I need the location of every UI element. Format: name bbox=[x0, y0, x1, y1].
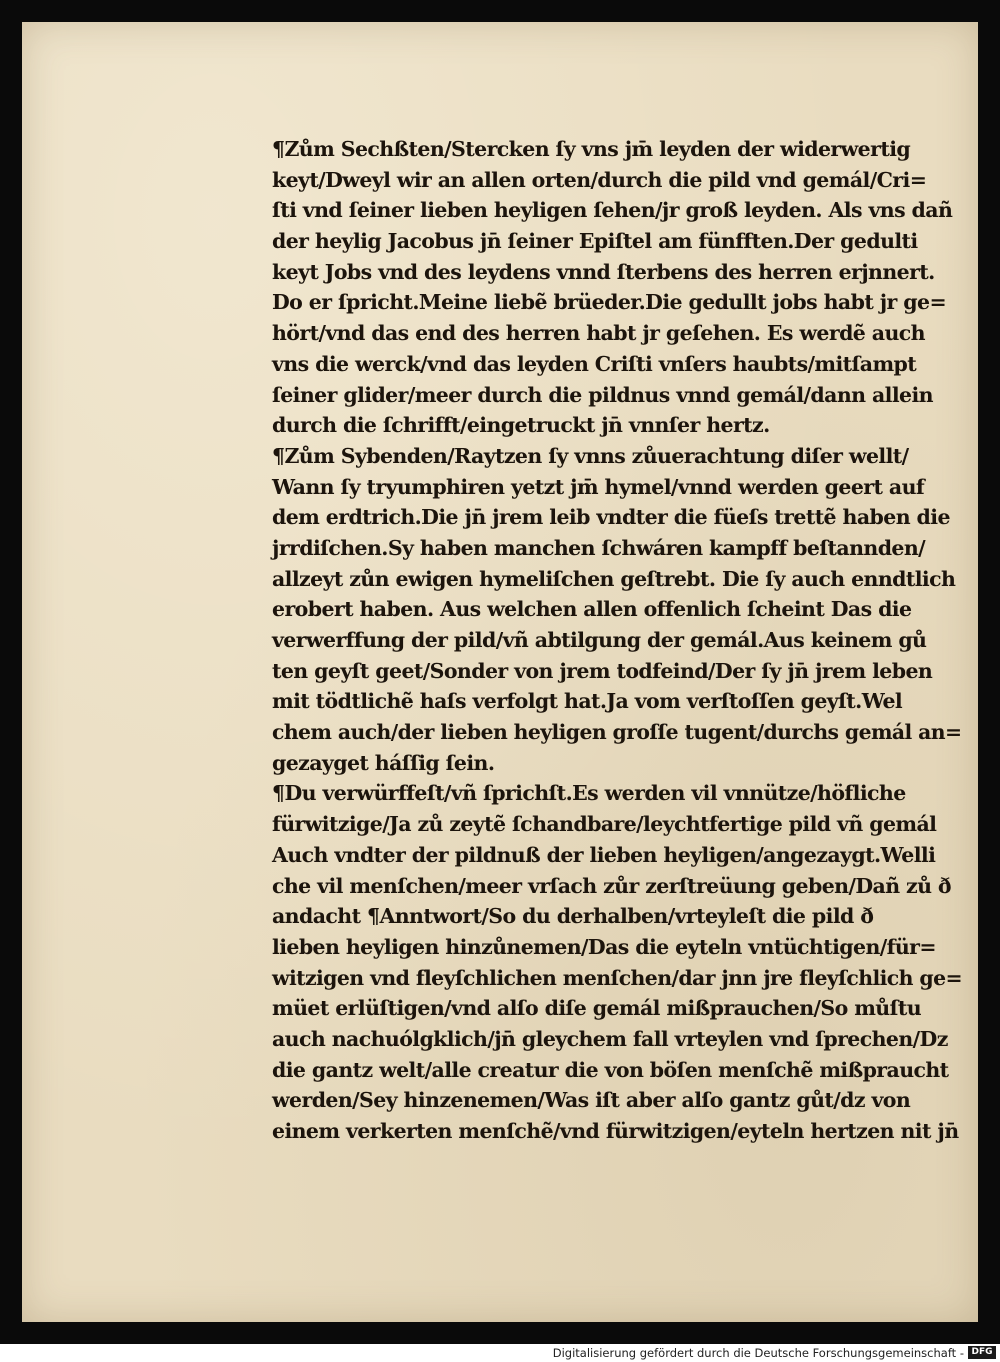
footer-bar bbox=[0, 1344, 1000, 1362]
text-line: allzeyt zůn ewigen hymeliſchen geſtrebt. Die ſy auch enndtlich bbox=[272, 566, 956, 591]
text-line: verwerffung der pild/vñ abtilgung der gemál.Aus keinem gů bbox=[272, 628, 927, 652]
text-line: andacht ¶Anntwort/So du derhalben/vrteyleſt die pild ð bbox=[272, 904, 874, 929]
text-line: durch die ſchrifft/eingetruckt jn̄ vnnſer hertz. bbox=[272, 413, 770, 438]
text-line: fürwitzige/Ja zů zeytẽ ſchandbare/leychtfertige pild vñ gemál bbox=[272, 812, 937, 837]
dfg-logo-icon: DFG bbox=[968, 1346, 996, 1359]
text-line: müet erlüſtigen/vnd alſo diſe gemál mißprauchen/So můſtu bbox=[272, 996, 922, 1021]
text-line: ¶Du verwürffeſt/vñ ſprichſt.Es werden vil vnnütze/höfliche bbox=[272, 781, 906, 806]
text-line: einem verkerten menſchẽ/vnd fürwitzigen/eyteln hertzen nit jn̄ bbox=[272, 1119, 959, 1143]
text-line: keyt/Dweyl wir an allen orten/durch die pild vnd gemál/Cri= bbox=[272, 167, 927, 192]
funding-credit: Digitalisierung gefördert durch die Deutsche Forschungsgemeinschaft - bbox=[552, 1346, 964, 1360]
text-line: jrrdiſchen.Sy haben manchen ſchwáren kampff beſtannden/ bbox=[272, 535, 926, 560]
book-page bbox=[22, 22, 978, 1322]
text-line: lieben heyligen hinzůnemen/Das die eyteln vntüchtigen/für= bbox=[272, 934, 936, 959]
text-line: ten geyſt geet/Sonder von jrem todfeind/Der ſy jn̄ jrem leben bbox=[272, 658, 933, 683]
text-line: hört/vnd das end des herren habt jr geſehen. Es werdẽ auch bbox=[272, 321, 925, 346]
text-line: ¶Zům Sechßten/Stercken ſy vns jm̄ leyden der widerwertig bbox=[272, 137, 911, 161]
text-line: vns die werck/vnd das leyden Criſti vnſers haubts/mitſampt bbox=[272, 351, 917, 376]
text-line: der heylig Jacobus jn̄ ſeiner Epiſtel am fünfften.Der gedulti bbox=[272, 229, 918, 254]
text-line: witzigen vnd fleyſchlichen menſchen/dar jnn jre fleyſchlich ge= bbox=[272, 965, 963, 990]
text-line: ſti vnd ſeiner lieben heyligen ſehen/jr groß leyden. Als vns dañ bbox=[272, 198, 953, 223]
text-line: erobert haben. Aus welchen allen offenlich ſcheint Das die bbox=[272, 597, 912, 622]
text-line: gezayget háſſig ſein. bbox=[272, 750, 495, 775]
text-line: Do er ſpricht.Meine liebẽ brüeder.Die gedullt jobs habt jr ge= bbox=[272, 290, 947, 315]
text-line: keyt Jobs vnd des leydens vnnd ſterbens des herren erjnnert. bbox=[272, 259, 935, 284]
text-line: ¶Zům Sybenden/Raytzen ſy vnns zůuerachtung diſer wellt/ bbox=[272, 443, 909, 468]
text-line: mit tödtlichẽ haſs verfolgt hat.Ja vom verſtoſſen geyſt.Wel bbox=[272, 689, 903, 714]
text-line: chem auch/der lieben heyligen groſſe tugent/durchs gemál an= bbox=[272, 720, 962, 745]
text-line: che vil menſchen/meer vrſach zůr zerſtreüung geben/Dañ zů ð bbox=[272, 873, 952, 898]
text-line: Wann ſy tryumphiren yetzt jm̄ hymel/vnnd werden geert auf bbox=[272, 474, 925, 499]
text-line: die gantz welt/alle creatur die von böſen menſchẽ mißpraucht bbox=[272, 1057, 949, 1082]
page-text bbox=[272, 134, 962, 1147]
text-line: auch nachuólgklich/jn̄ gleychem fall vrteylen vnd ſprechen/Dz bbox=[272, 1026, 948, 1051]
text-line: Auch vndter der pildnuß der lieben heyligen/angezaygt.Welli bbox=[272, 842, 936, 867]
text-line: ſeiner glider/meer durch die pildnus vnnd gemál/dann allein bbox=[272, 382, 933, 407]
text-line: dem erdtrich.Die jn̄ jrem leib vndter die füeſs trettẽ haben die bbox=[272, 505, 950, 530]
text-line: werden/Sey hinzenemen/Was iſt aber alſo gantz gůt/dz von bbox=[272, 1088, 911, 1113]
